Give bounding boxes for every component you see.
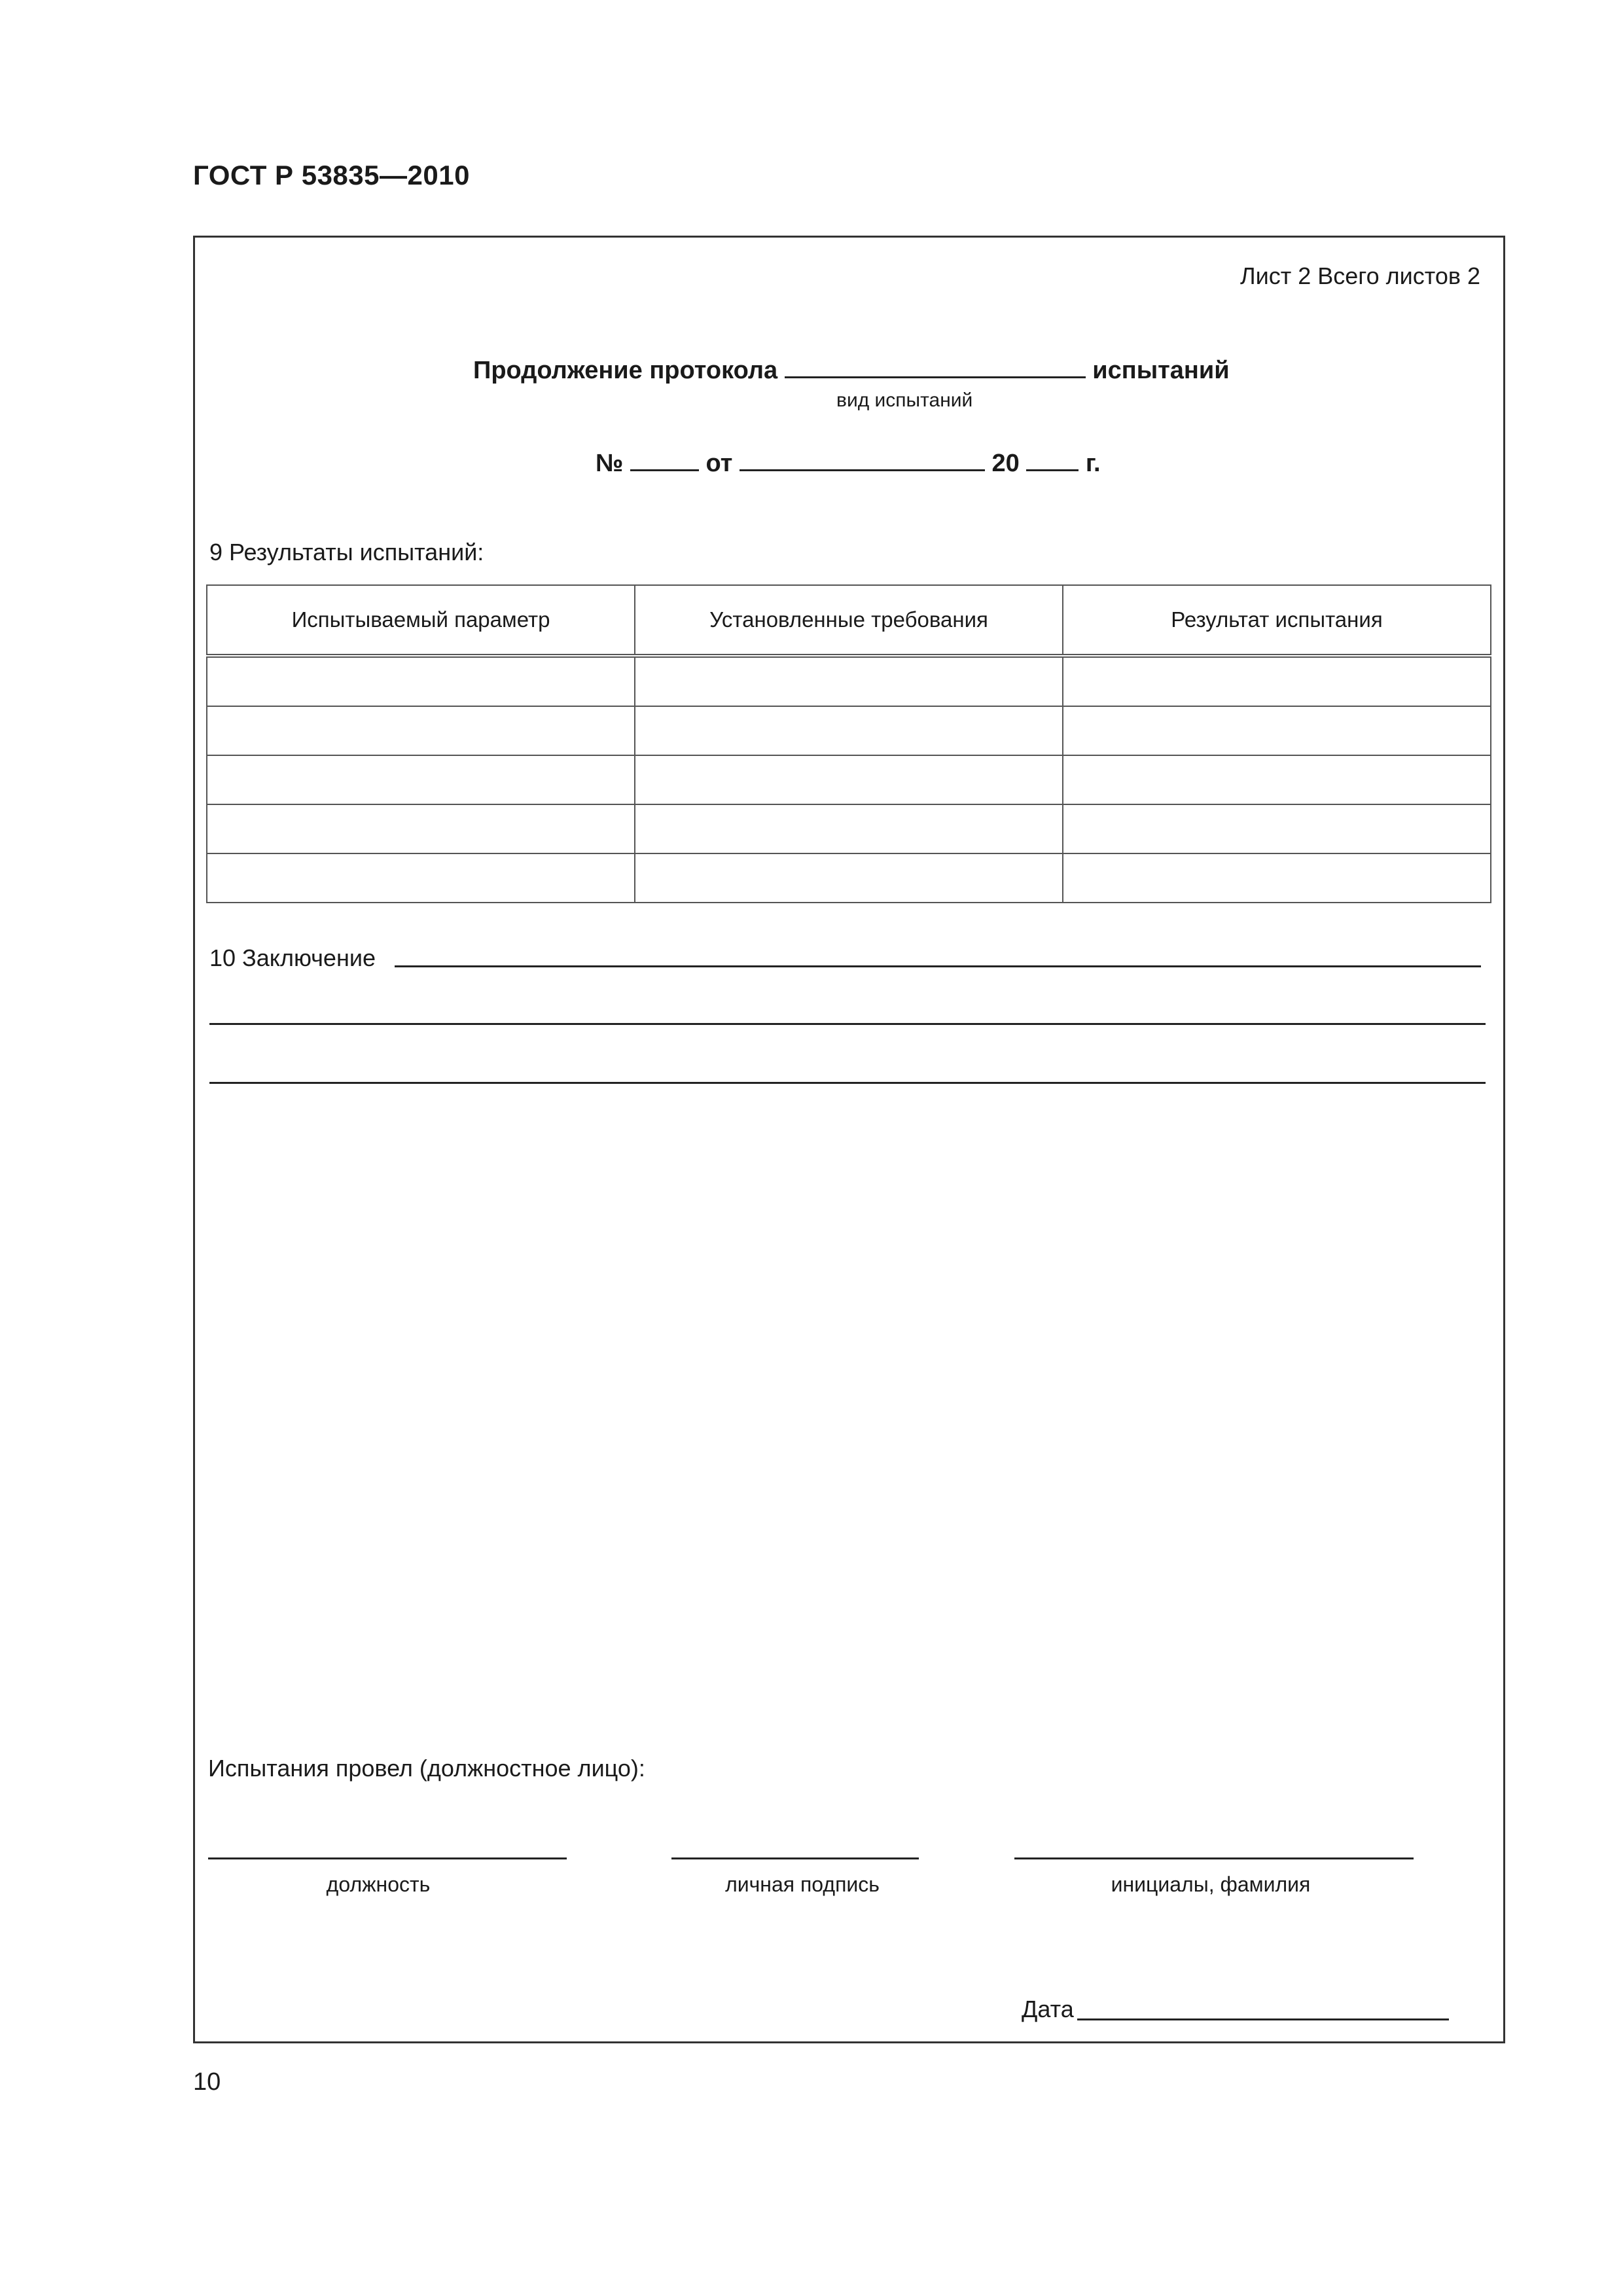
table-cell[interactable] xyxy=(635,656,1063,706)
signature-line[interactable] xyxy=(671,1857,919,1859)
table-cell[interactable] xyxy=(635,804,1063,853)
document-standard-header: ГОСТ Р 53835—2010 xyxy=(193,160,470,190)
table-cell[interactable] xyxy=(207,853,635,903)
table-row xyxy=(207,656,1491,706)
year-prefix: 20 xyxy=(991,450,1020,477)
protocol-number-field[interactable] xyxy=(630,447,699,471)
results-heading: 9 Результаты испытаний: xyxy=(209,539,484,565)
year-suffix: г. xyxy=(1085,450,1101,477)
table-cell[interactable] xyxy=(1063,656,1491,706)
column-header-requirements: Установленные требования xyxy=(635,585,1063,656)
name-caption: инициалы, фамилия xyxy=(1111,1873,1311,1896)
table-cell[interactable] xyxy=(207,706,635,755)
table-row xyxy=(207,853,1491,903)
sheet-info: Лист 2 Всего листов 2 xyxy=(1240,262,1480,289)
table-cell[interactable] xyxy=(1063,853,1491,903)
results-table xyxy=(206,584,1491,903)
table-cell[interactable] xyxy=(1063,755,1491,804)
table-cell[interactable] xyxy=(207,804,635,853)
conclusion-line-2[interactable] xyxy=(209,1023,1486,1025)
table-cell[interactable] xyxy=(207,656,635,706)
test-type-field[interactable] xyxy=(785,354,1086,378)
protocol-number-line xyxy=(596,447,1101,478)
protocol-title-line xyxy=(473,354,1230,385)
table-cell[interactable] xyxy=(635,755,1063,804)
table-cell[interactable] xyxy=(635,853,1063,903)
conclusion-label: 10 Заключение xyxy=(209,944,376,971)
table-row xyxy=(207,804,1491,853)
conclusion-line-1[interactable] xyxy=(395,965,1481,967)
protocol-title-left: Продолжение протокола xyxy=(473,357,778,384)
table-cell[interactable] xyxy=(1063,706,1491,755)
results-table-header-row xyxy=(207,585,1491,656)
protocol-year-field[interactable] xyxy=(1026,447,1079,471)
table-cell[interactable] xyxy=(1063,804,1491,853)
name-line[interactable] xyxy=(1014,1857,1414,1859)
column-header-parameter: Испытываемый параметр xyxy=(207,585,635,656)
protocol-form-frame xyxy=(193,236,1505,2043)
column-header-result: Результат испытания xyxy=(1063,585,1491,656)
table-cell[interactable] xyxy=(207,755,635,804)
protocol-title-right: испытаний xyxy=(1092,357,1230,384)
table-row xyxy=(207,755,1491,804)
table-cell[interactable] xyxy=(635,706,1063,755)
test-type-caption: вид испытаний xyxy=(836,389,973,411)
from-word: от xyxy=(705,450,733,477)
date-line[interactable] xyxy=(1077,2018,1449,2020)
number-sign: № xyxy=(596,450,624,477)
position-line[interactable] xyxy=(208,1857,567,1859)
protocol-date-field[interactable] xyxy=(740,447,985,471)
date-label: Дата xyxy=(1022,1996,1074,2022)
table-row xyxy=(207,706,1491,755)
page-number: 10 xyxy=(193,2068,221,2096)
signature-caption: личная подпись xyxy=(725,1873,880,1896)
position-caption: должность xyxy=(326,1873,431,1896)
conclusion-line-3[interactable] xyxy=(209,1082,1486,1084)
signatures-heading: Испытания провел (должностное лицо): xyxy=(208,1755,645,1782)
